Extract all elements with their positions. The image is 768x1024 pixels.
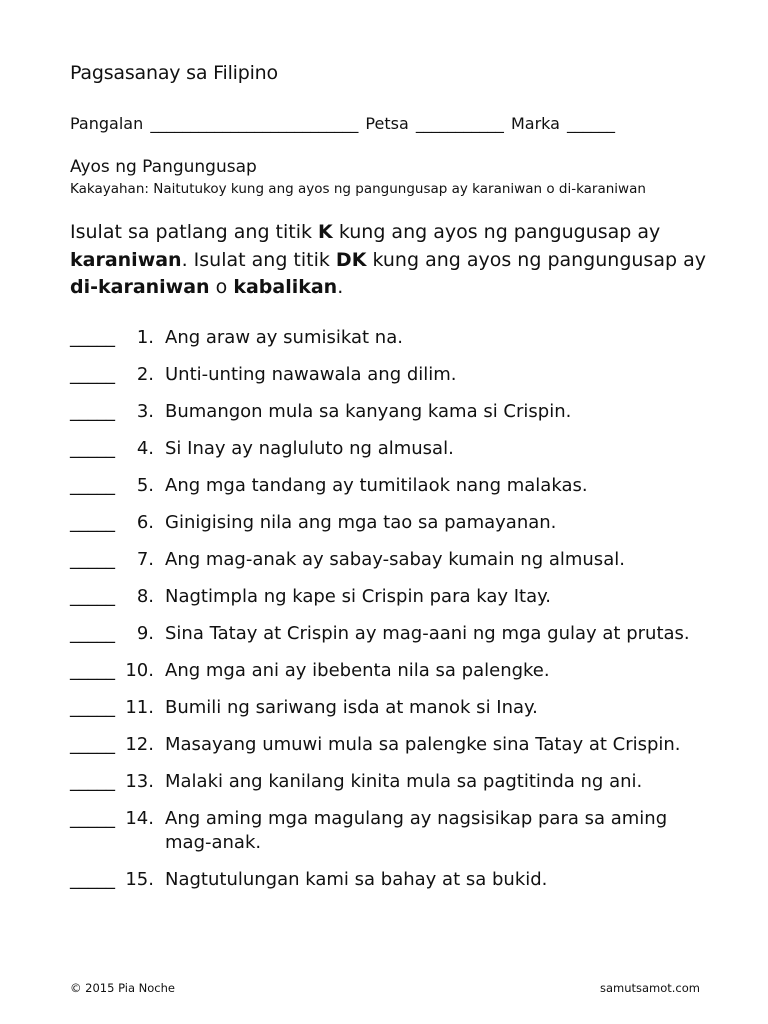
instructions-text: . <box>337 276 344 298</box>
score-label: Marka <box>510 114 560 133</box>
term-di-karaniwan: di-karaniwan <box>70 276 210 298</box>
item-number: 7. <box>136 549 154 570</box>
answer-blank: _____ <box>70 401 115 422</box>
score-blank: ______ <box>567 114 616 133</box>
list-item <box>70 400 710 424</box>
item-sentence: Nagtimpla ng kape si Crispin para kay Itay. <box>165 586 551 607</box>
letter-dk: DK <box>335 248 367 271</box>
answer-blank: _____ <box>70 869 115 890</box>
item-sentence: Ang araw ay sumisikat na. <box>165 327 403 348</box>
instructions-text: Isulat sa patlang ang titik <box>70 221 319 243</box>
item-number: 9. <box>136 623 154 644</box>
list-item <box>70 585 710 609</box>
instructions-text: kung ang ayos ng pangugusap ay <box>332 221 661 243</box>
answer-blank: _____ <box>70 771 115 792</box>
answer-blank: _____ <box>70 364 115 385</box>
name-blank: __________________________ <box>150 114 359 133</box>
item-sentence: Ang mga tandang ay tumitilaok nang malakas. <box>165 475 588 496</box>
list-item <box>70 511 710 535</box>
copyright-text: © 2015 Pia Noche <box>70 981 175 995</box>
answer-blank: _____ <box>70 327 115 348</box>
answer-blank: _____ <box>70 660 115 681</box>
item-sentence: Ang mga ani ay ibebenta nila sa palengke. <box>165 660 550 681</box>
letter-k: K <box>318 221 333 243</box>
answer-blank: _____ <box>70 808 115 829</box>
instructions-text: . Isulat ang titik <box>181 248 336 271</box>
term-karaniwan: karaniwan <box>70 248 182 271</box>
answer-blank: _____ <box>70 586 115 607</box>
answer-blank: _____ <box>70 734 115 755</box>
section-title: Ayos ng Pangungusap <box>70 157 257 177</box>
list-item <box>70 733 710 757</box>
item-number: 1. <box>136 327 154 348</box>
list-item <box>70 696 710 720</box>
list-item <box>70 770 710 794</box>
list-item <box>70 622 710 646</box>
item-number: 8. <box>136 586 154 607</box>
item-sentence: Sina Tatay at Crispin ay mag-aani ng mga gulay at prutas. <box>165 623 690 644</box>
instructions-text: kung ang ayos ng pangungusap ay <box>366 248 706 271</box>
instructions-text: o <box>209 276 234 298</box>
list-item <box>70 659 710 683</box>
item-sentence: Bumangon mula sa kanyang kama si Crispin. <box>165 401 572 422</box>
item-number: 4. <box>136 438 154 459</box>
list-item <box>70 474 710 498</box>
item-number: 11. <box>125 697 154 718</box>
date-blank: ___________ <box>415 114 504 133</box>
item-sentence: Ginigising nila ang mga tao sa pamayanan. <box>165 512 557 533</box>
item-sentence: Unti-unting nawawala ang dilim. <box>165 364 457 385</box>
item-sentence: Ang mag-anak ay sabay-sabay kumain ng almusal. <box>165 549 625 570</box>
item-number: 5. <box>136 475 154 496</box>
list-item <box>70 437 710 461</box>
instructions <box>70 219 710 302</box>
item-number: 13. <box>125 771 154 792</box>
item-sentence: Si Inay ay nagluluto ng almusal. <box>165 438 454 459</box>
item-number: 10. <box>125 660 154 681</box>
item-sentence: Ang aming mga magulang ay nagsisikap para sa aming mag-anak. <box>165 808 668 853</box>
item-sentence: Nagtutulungan kami sa bahay at sa bukid. <box>165 869 548 890</box>
list-item <box>70 868 710 892</box>
question-list <box>70 326 710 892</box>
item-number: 3. <box>136 401 154 422</box>
item-sentence: Malaki ang kanilang kinita mula sa pagtitinda ng ani. <box>165 771 643 792</box>
name-label: Pangalan <box>70 114 144 133</box>
item-sentence: Bumili ng sariwang isda at manok si Inay. <box>165 697 538 718</box>
item-number: 12. <box>125 734 154 755</box>
item-number: 6. <box>136 512 154 533</box>
term-kabalikan: kabalikan <box>233 276 338 298</box>
item-number: 14. <box>125 808 154 829</box>
answer-blank: _____ <box>70 549 115 570</box>
item-number: 15. <box>125 869 154 890</box>
date-label: Petsa <box>365 114 409 133</box>
student-info-row <box>70 114 617 133</box>
skill-description: Kakayahan: Naitutukoy kung ang ayos ng pangungusap ay karaniwan o di-karaniwan <box>70 181 646 197</box>
answer-blank: _____ <box>70 697 115 718</box>
answer-blank: _____ <box>70 438 115 459</box>
list-item <box>70 363 710 387</box>
worksheet-title: Pagsasanay sa Filipino <box>70 62 278 84</box>
list-item <box>70 807 710 855</box>
answer-blank: _____ <box>70 512 115 533</box>
answer-blank: _____ <box>70 475 115 496</box>
item-number: 2. <box>136 364 154 385</box>
site-url: samutsamot.com <box>599 981 700 995</box>
answer-blank: _____ <box>70 623 115 644</box>
list-item <box>70 548 710 572</box>
item-sentence: Masayang umuwi mula sa palengke sina Tatay at Crispin. <box>165 734 681 755</box>
list-item <box>70 326 710 350</box>
